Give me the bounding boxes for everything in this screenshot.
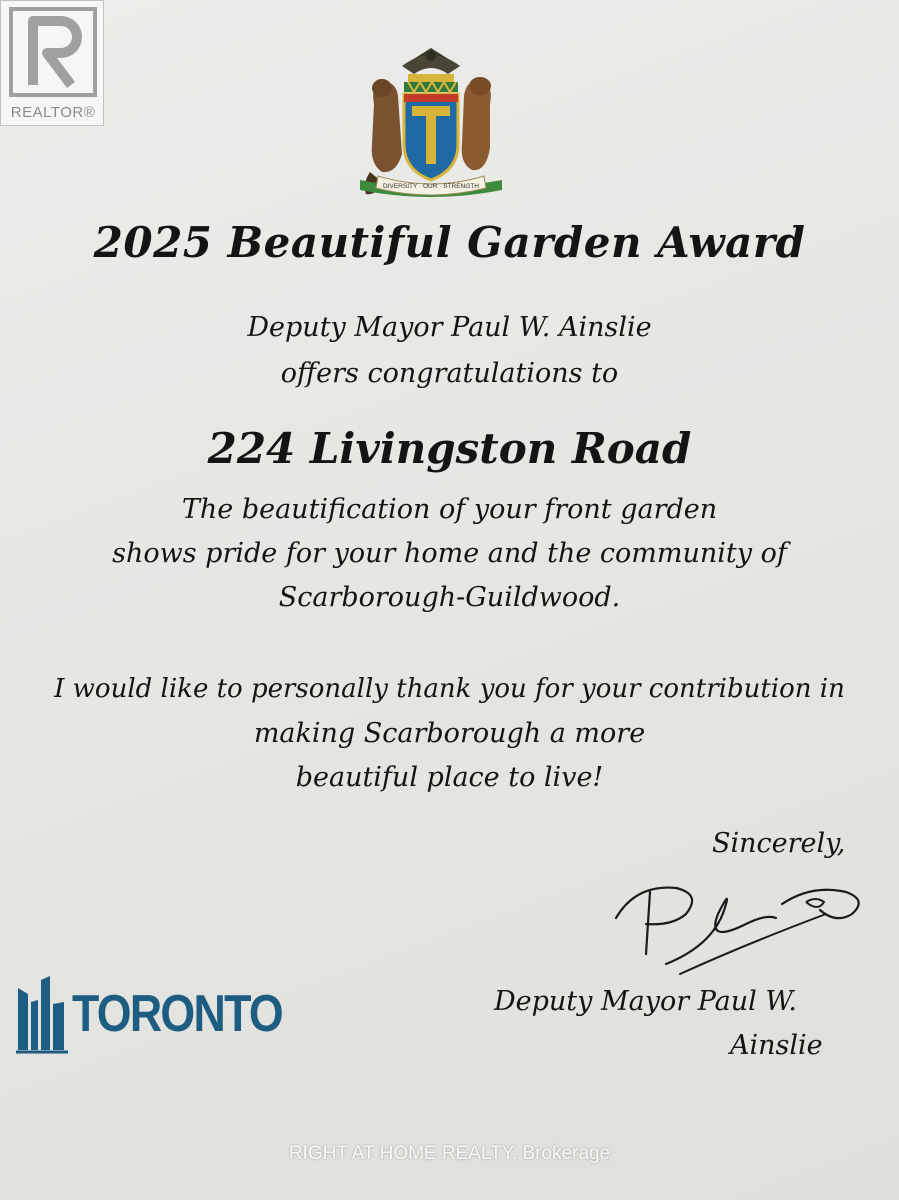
toronto-wordmark: TORONTO	[72, 985, 282, 1043]
body-line-3: Scarborough-Guildwood.	[278, 582, 621, 613]
recipient-address: 224 Livingston Road	[207, 424, 692, 473]
award-title: 2025 Beautiful Garden Award	[93, 218, 806, 267]
thanks-line-2: making Scarborough a more	[253, 718, 646, 749]
realtor-watermark	[0, 0, 104, 126]
intro-line-1: Deputy Mayor Paul W. Ainslie	[247, 312, 652, 343]
thanks-line-3: beautiful place to live!	[295, 762, 604, 793]
intro-line-2: offers congratulations to	[280, 358, 619, 389]
signature-icon	[606, 874, 876, 984]
crest-motto: DIVERSITY · OUR · STRENGTH	[383, 183, 479, 190]
signer-name-line-2: Ainslie	[730, 1030, 823, 1061]
toronto-coat-of-arms-icon	[352, 44, 510, 200]
brokerage-watermark: RIGHT AT HOME REALTY, Brokerage	[288, 1143, 611, 1164]
realtor-label: REALTOR®	[10, 104, 96, 121]
closing-salutation: Sincerely,	[712, 828, 846, 859]
body-line-2: shows pride for your home and the community of	[112, 538, 787, 569]
signer-name-line-1: Deputy Mayor Paul W.	[494, 986, 797, 1017]
thanks-line-1: I would like to personally thank you for your contribution in	[54, 674, 845, 704]
realtor-r-icon	[9, 7, 97, 97]
body-line-1: The beautification of your front garden	[181, 494, 718, 525]
